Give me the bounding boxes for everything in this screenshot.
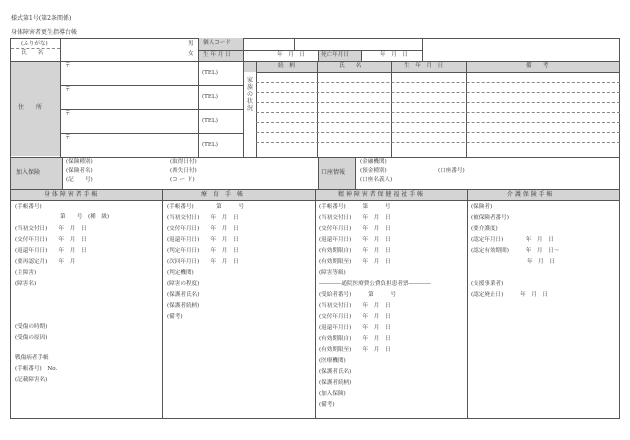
rehab-item-8: (保護者氏名): [167, 292, 200, 298]
mental-item-11: (返還年月日) 年 月 日: [319, 325, 391, 331]
family-header-birthdate: 生 年 月 日: [404, 63, 444, 69]
care-item-1: (被保険者番号): [471, 215, 509, 221]
mental-item-3: (返還年月日) 年 月 日: [319, 237, 391, 243]
rehab-item-4: (判定年月日) 年 月 日: [167, 248, 239, 254]
tel-label-1: (TEL): [202, 70, 218, 76]
mental-item-12: (有効期限自) 年 月 日: [319, 336, 391, 342]
rehab-item-10: (備考): [167, 314, 183, 320]
rehab-handbook-header: 療 育 手 帳: [201, 191, 244, 198]
care-item-6: (支援事業者): [471, 281, 504, 287]
insurance-symbol[interactable]: (記 号): [66, 177, 93, 183]
furigana-label: (ふりがな): [21, 41, 48, 47]
mental-item-18: (備考): [319, 402, 335, 408]
mental-item-17: (加入保険): [319, 391, 346, 397]
mental-item-7: ――――通院医療費公費負担患者票――――: [319, 281, 431, 287]
physical-item-12: (記載障害名): [15, 377, 48, 383]
physical-handbook-header: 身 体 障 害 者 手 帳: [44, 191, 98, 198]
lost-date[interactable]: (喪失日付): [170, 168, 197, 174]
care-item-4: (認定有効期間) 年 月 日～: [471, 248, 560, 254]
care-item-5: 年 月 日: [471, 259, 555, 265]
care-item-3: (認定年月日) 年 月 日: [471, 237, 554, 243]
birthdate-value[interactable]: 年 月 日: [277, 52, 305, 58]
physical-item-3: (交付年月日) 年 月 日: [15, 237, 87, 243]
postal-mark-3: 〒: [65, 111, 71, 117]
form-number: 様式第1号(第2条関係): [11, 15, 72, 22]
rehab-item-0: (手帳番号) 第 号: [167, 204, 245, 210]
physical-item-2: (当初交付日) 年 月 日: [15, 226, 87, 232]
address-label: 住 所: [18, 104, 43, 111]
rehab-item-5: (次回年月日) 年 月 日: [167, 259, 239, 265]
physical-item-6: (主障害): [15, 270, 37, 276]
mental-item-15: (保護者氏名): [319, 369, 352, 375]
mental-item-10: (交付年月日) 年 月 日: [319, 314, 391, 320]
mental-item-8: (受給者番号) 第 号: [319, 292, 397, 298]
postal-mark-4: 〒: [65, 135, 71, 141]
death-label: 死亡年月日: [321, 52, 349, 58]
physical-item-4: (返還年月日) 年 月 日: [15, 248, 87, 254]
rehab-item-1: (当初交付日) 年 月 日: [167, 215, 239, 221]
postal-mark-1: 〒: [65, 63, 71, 69]
care-item-0: (保険者): [471, 204, 493, 210]
family-header-relation: 続 柄: [278, 63, 295, 69]
mental-item-5: (有効期限至) 年 月 日: [319, 259, 391, 265]
rehab-item-3: (返還年月日) 年 月 日: [167, 237, 239, 243]
physical-item-9: (受傷の原因): [15, 335, 48, 341]
document-title: 身体障害者更生指導台帳: [11, 29, 78, 36]
birthdate-label: 生 年 月 日: [203, 52, 231, 58]
mental-handbook-header: 精 神 障 害 者 保 健 福 祉 手 帳: [338, 191, 424, 198]
account-number[interactable]: (口座番号): [438, 168, 465, 174]
postal-mark-2: 〒: [65, 87, 71, 93]
gender-female[interactable]: 女: [188, 51, 194, 57]
physical-item-10: 戦傷病者手帳: [15, 355, 49, 361]
physical-item-1: 第 号 (種 級): [60, 214, 110, 220]
insurance-label: 加入保険: [16, 169, 41, 176]
physical-item-0: (手帳番号): [15, 204, 42, 210]
insurer-name[interactable]: (保険者名): [66, 168, 93, 174]
family-status-label: 家族の状況: [246, 77, 253, 112]
mental-item-0: (手帳番号) 第 号: [319, 204, 391, 210]
care-item-7: (認定廃止日) 年 月 日: [471, 292, 549, 298]
mental-item-2: (交付年月日) 年 月 日: [319, 226, 391, 232]
mental-item-13: (有効期限至) 年 月 日: [319, 347, 391, 353]
tel-label-4: (TEL): [202, 142, 218, 148]
mental-item-6: (障害等級): [319, 270, 346, 276]
mental-item-14: (医療機関): [319, 358, 346, 364]
care-item-2: (要介護度): [471, 226, 498, 232]
mental-item-9: (当初交付日) 年 月 日: [319, 303, 391, 309]
personal-code-label: 個人コード: [203, 40, 231, 46]
family-header-notes: 備 考: [526, 63, 549, 69]
acquired-date[interactable]: (取得日付): [170, 159, 197, 165]
physical-item-11: (手帳番号) No.: [15, 366, 58, 372]
account-holder[interactable]: (口座名義人): [360, 177, 393, 183]
deposit-type[interactable]: (預金種別): [360, 168, 387, 174]
tel-label-2: (TEL): [202, 94, 218, 100]
bank-label: 口座情報: [321, 169, 346, 176]
physical-item-8: (受傷の時期): [15, 324, 48, 330]
gender-male[interactable]: 男: [188, 41, 194, 47]
mental-item-1: (当初交付日) 年 月 日: [319, 215, 391, 221]
rehab-item-7: (障害の程度): [167, 281, 200, 287]
care-insurance-header: 介 護 保 険 手 帳: [507, 191, 553, 198]
name-label: 氏 名: [21, 50, 44, 56]
physical-item-5: (要再認定月) 年 月: [15, 259, 76, 265]
bank-institution[interactable]: (金融機関): [360, 159, 387, 165]
death-date-value[interactable]: 年 月 日: [380, 52, 408, 58]
physical-item-7: (障害名): [15, 281, 37, 287]
family-header-name: 氏 名: [339, 63, 362, 69]
insurance-type[interactable]: (保険種別): [66, 159, 93, 165]
rehab-item-2: (交付年月日) 年 月 日: [167, 226, 239, 232]
rehab-item-6: (判定機関): [167, 270, 194, 276]
insurance-code[interactable]: (コ ー ド): [170, 177, 195, 183]
tel-label-3: (TEL): [202, 118, 218, 124]
mental-item-16: (保護者続柄): [319, 380, 352, 386]
mental-item-4: (有効期限自) 年 月 日: [319, 248, 391, 254]
rehab-item-9: (保護者続柄): [167, 303, 200, 309]
